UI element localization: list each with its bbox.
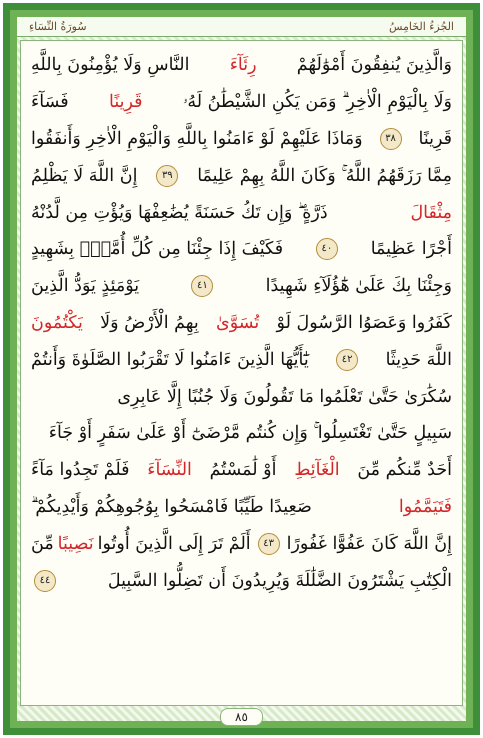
- page-number: ٨٥: [220, 708, 263, 726]
- text-line: [31, 341, 452, 378]
- ayah-number-marker: ٤٣: [258, 533, 280, 555]
- ayah-number-marker: ٤٠: [316, 238, 338, 260]
- text-segment: فَلَمْ تَجِدُوا مَآءً: [31, 460, 130, 481]
- highlighted-word: الْغَآئِطِ: [294, 460, 340, 481]
- text-line: [31, 562, 452, 599]
- ayah-number-marker: ٣٩: [156, 165, 178, 187]
- highlighted-word: نَصِيبًا: [57, 533, 94, 554]
- text-line: [31, 121, 452, 158]
- text-segment: ذَرَّةٍ ۖ وَإِن تَكُ حَسَنَةً يُضَٰعِفْهَا وَيُؤْتِ مِن لَّدُنْهُ: [31, 202, 328, 223]
- text-segment: مِمَّا رَزَقَهُمُ اللَّهُ ۚ وَكَانَ اللَّهُ بِهِمْ عَلِيمًا: [197, 165, 452, 186]
- highlighted-word: مِثْقَالَ: [410, 202, 452, 223]
- text-segment: أَوْ لَٰمَسْتُمُ: [209, 460, 277, 481]
- text-line: [31, 268, 452, 305]
- highlighted-word: فَتَيَمَّمُوا: [398, 496, 452, 517]
- text-line: [31, 231, 452, 268]
- highlighted-word: تُسَوَّىٰ: [216, 312, 260, 333]
- text-segment: سَبِيلٍ حَتَّىٰ تَغْتَسِلُوا ۚ وَإِن كُنتُم مَّرْضَىٰٓ أَوْ عَلَىٰ سَفَرٍ أَوْ جَآءَ: [48, 423, 452, 444]
- text-segment: وَلَا بِالْيَوْمِ الْاٰخِرِ ۗ وَمَن يَكُنِ الشَّيْطَٰنُ لَهُۥ: [182, 92, 452, 113]
- text-segment: يَوْمَئِذٍ يَوَدُّ الَّذِينَ: [31, 276, 140, 297]
- text-line: [31, 525, 452, 562]
- text-segment: قَرِينًا: [418, 128, 452, 149]
- text-line: [31, 194, 452, 231]
- text-segment: الْكِتَٰبِ يَشْتَرُونَ الضَّلَٰلَةَ وَيُرِيدُونَ أَن تَضِلُّوا السَّبِيلَ: [107, 570, 452, 591]
- highlighted-word: يَكْتُمُونَ: [31, 312, 83, 333]
- ayah-number-marker: ٣٨: [380, 128, 402, 150]
- text-line: [31, 157, 452, 194]
- text-line: [31, 305, 452, 342]
- text-segment: إِنَّ اللَّهَ لَا يَظْلِمُ: [31, 165, 138, 186]
- ayah-number-marker: ٤١: [191, 275, 213, 297]
- text-segment: أَلَمْ تَرَ إِلَى الَّذِينَ أُوتُوا: [97, 533, 251, 554]
- ayah-number-marker: ٤٢: [336, 349, 358, 371]
- text-segment: أَجْرًا عَظِيمًا: [370, 239, 452, 260]
- text-line: [31, 415, 452, 452]
- text-segment: اللَّهَ حَدِيثًا: [385, 349, 452, 370]
- text-segment: سُكَٰرَىٰ حَتَّىٰ تَعْلَمُوا مَا تَقُولُونَ وَلَا جُنُبًا إِلَّا عَابِرِى: [117, 386, 452, 407]
- text-segment: فَكَيْفَ إِذَا جِئْنَا مِن كُلِّ أُمَّةٍۭ بِشَهِيدٍ: [31, 239, 284, 260]
- quran-text-block: [20, 40, 463, 706]
- text-segment: أَحَدٌ مِّنكُم مِّنَ: [357, 460, 452, 481]
- text-line: [31, 452, 452, 489]
- text-segment: النَّاسِ وَلَا يُؤْمِنُونَ بِاللَّهِ: [31, 55, 190, 76]
- text-segment: بِهِمُ الْأَرْضُ وَلَا: [100, 312, 199, 333]
- text-segment: وَمَاذَا عَلَيْهِمْ لَوْ ءَامَنُوا بِاللَّهِ وَالْيَوْمِ الْاٰخِرِ وَأَنفَقُوا: [31, 128, 363, 149]
- text-segment: إِنَّ اللَّهَ كَانَ عَفُوًّا غَفُورًا: [286, 533, 452, 554]
- text-line: [31, 47, 452, 84]
- text-line: [31, 378, 452, 415]
- text-segment: وَجِئْنَا بِكَ عَلَىٰ هَٰٓؤُلَآءِ شَهِيدًا: [265, 276, 452, 297]
- ayah-number-marker: ٤٤: [34, 570, 56, 592]
- text-segment: كَفَرُوا وَعَصَوُا الرَّسُولَ لَوْ: [276, 312, 452, 333]
- text-segment: مِّنَ: [31, 533, 54, 554]
- text-segment: يَٰٓأَيُّهَا الَّذِينَ ءَامَنُوا لَا تَقْرَبُوا الصَّلَوٰةَ وَأَنتُمْ: [31, 349, 309, 370]
- highlighted-word: قَرِينًا: [109, 92, 143, 113]
- text-segment: وَالَّذِينَ يُنفِقُونَ أَمْوَٰلَهُمْ: [296, 55, 452, 76]
- juz-label: الجُزءُ الخَامِسُ: [388, 20, 454, 33]
- text-line: [31, 84, 452, 121]
- highlighted-word: رِئَآءَ: [229, 55, 257, 76]
- text-segment: صَعِيدًا طَيِّبًا فَامْسَحُوا بِوُجُوهِكُمْ وَأَيْدِيكُمْ ۗ: [31, 496, 312, 517]
- surah-label: سُورَةُ النِّسَاءِ: [29, 20, 87, 33]
- text-line: [31, 489, 452, 526]
- text-segment: فَسَآءَ: [31, 92, 69, 113]
- page-header: [17, 17, 466, 37]
- page-footer: [17, 708, 466, 726]
- highlighted-word: النِّسَآءَ: [147, 460, 192, 481]
